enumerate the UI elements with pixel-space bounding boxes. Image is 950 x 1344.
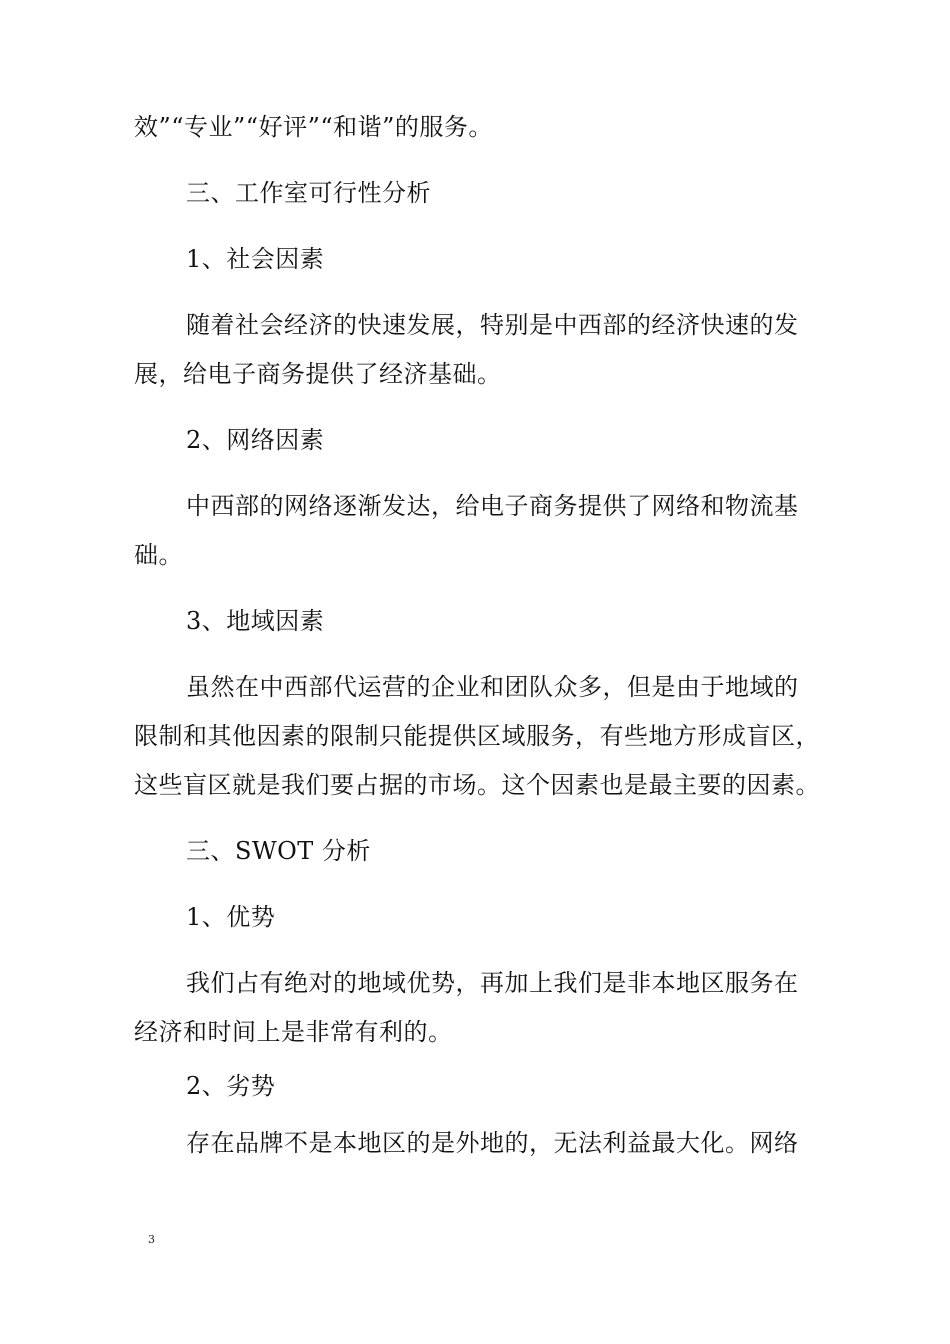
paragraph-line: 存在品牌不是本地区的是外地的，无法利益最大化。网络 bbox=[186, 1129, 799, 1157]
section-heading-feasibility: 三、工作室可行性分析 bbox=[186, 179, 431, 207]
subheading-network-factors: 2、网络因素 bbox=[186, 426, 325, 454]
paragraph-line: 限制和其他因素的限制只能提供区域服务，有些地方形成盲区， bbox=[134, 722, 820, 750]
paragraph-line: 中西部的网络逐渐发达，给电子商务提供了网络和物流基 bbox=[186, 492, 799, 520]
subheading-regional-factors: 3、地域因素 bbox=[186, 607, 325, 635]
paragraph-line: 随着社会经济的快速发展，特别是中西部的经济快速的发 bbox=[186, 311, 799, 339]
paragraph-line: 展，给电子商务提供了经济基础。 bbox=[134, 360, 502, 388]
subheading-social-factors: 1、社会因素 bbox=[186, 245, 325, 273]
subheading-strengths: 1、优势 bbox=[186, 903, 276, 931]
paragraph-line: 我们占有绝对的地域优势，再加上我们是非本地区服务在 bbox=[186, 969, 799, 997]
paragraph-line-continuation: 效”“专业”“好评”“和谐”的服务。 bbox=[134, 113, 493, 141]
paragraph-line: 础。 bbox=[134, 541, 183, 569]
paragraph-line: 虽然在中西部代运营的企业和团队众多，但是由于地域的 bbox=[186, 673, 799, 701]
paragraph-line: 这些盲区就是我们要占据的市场。这个因素也是最主要的因素。 bbox=[134, 771, 820, 799]
subheading-weaknesses: 2、劣势 bbox=[186, 1072, 276, 1100]
page-number: 3 bbox=[148, 1233, 155, 1246]
paragraph-line: 经济和时间上是非常有利的。 bbox=[134, 1018, 453, 1046]
section-heading-swot: 三、SWOT 分析 bbox=[186, 837, 371, 865]
